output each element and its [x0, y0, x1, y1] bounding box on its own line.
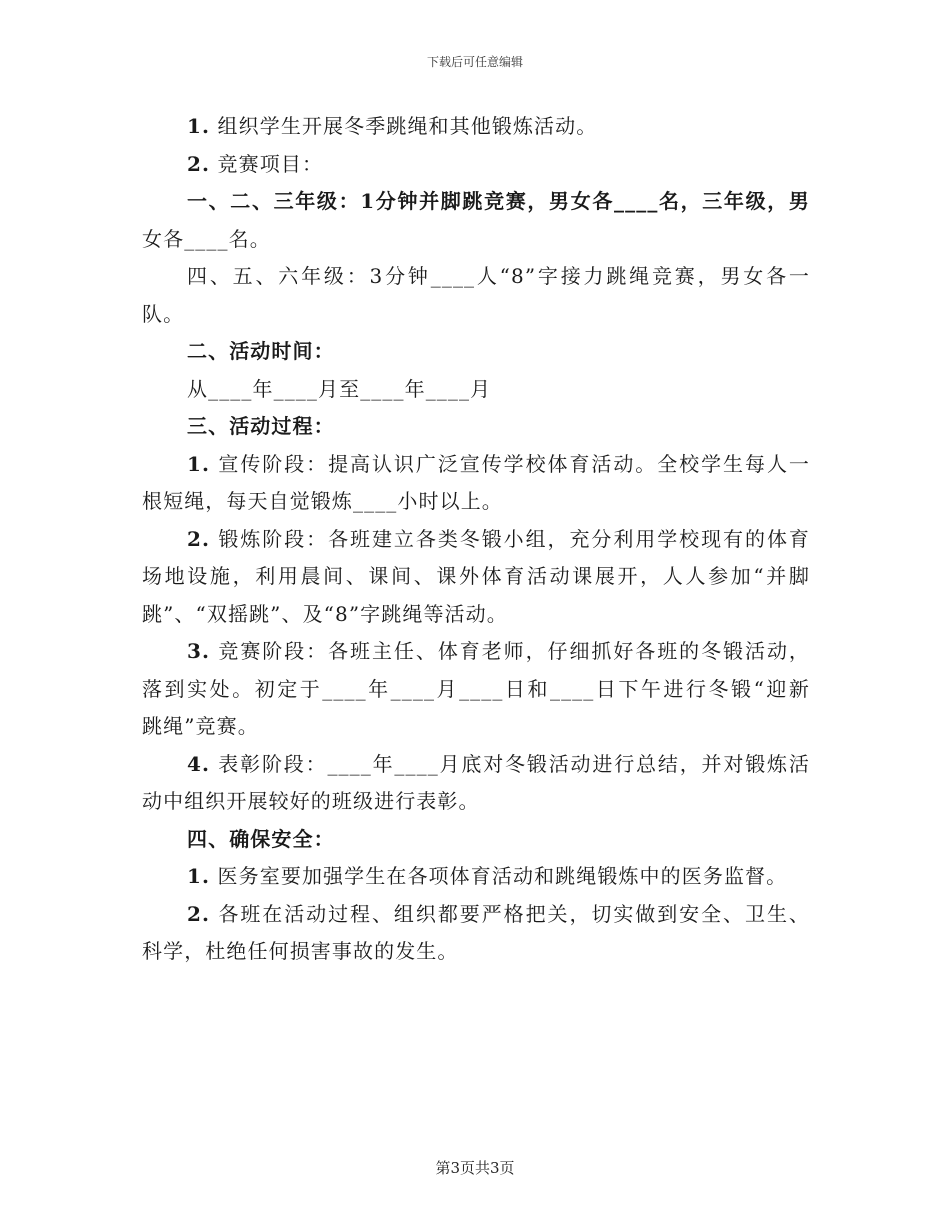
paragraph-text: 场地设施，利用晨间、课间、课外体育活动课展开，人人参加“并脚 [142, 564, 810, 588]
document-body [142, 108, 810, 971]
page-header: 下载后可任意编辑 [426, 55, 523, 69]
heading-text: 二、活动时间： [187, 339, 335, 363]
item-number: 2. [187, 526, 211, 551]
paragraph-text: 落到实处。初定于____年____月____日和____日下午进行冬锻“迎新 [142, 676, 810, 701]
paragraph-text: 队。 [142, 301, 185, 326]
item-number: 1. [187, 864, 211, 888]
paragraph-line [142, 221, 810, 259]
paragraph-line [142, 483, 810, 521]
item-number: 1. [187, 451, 211, 476]
paragraph-line [142, 933, 810, 971]
list-item [142, 146, 810, 184]
paragraph-line [142, 596, 810, 634]
item-text: 表彰阶段：____年____月底对冬锻活动进行总结，并对锻炼活 [210, 751, 810, 776]
paragraph-line [142, 558, 810, 596]
list-item [142, 896, 810, 934]
paragraph-text: 一、二、三年级：1分钟并脚跳竞赛，男女各____名，三年级，男 [187, 189, 810, 213]
paragraph-line [142, 258, 810, 296]
item-number: 1. [187, 114, 211, 138]
item-number: 2. [187, 901, 211, 926]
paragraph-line [142, 371, 810, 409]
section-heading [142, 333, 810, 371]
list-item [142, 521, 810, 559]
item-number: 3. [187, 639, 211, 663]
item-text: 竞赛项目： [210, 151, 324, 176]
item-text: 竞赛阶段：各班主任、体育老师，仔细抓好各班的冬锻活动， [210, 639, 810, 663]
paragraph-line [142, 708, 810, 746]
paragraph-line [142, 783, 810, 821]
list-item [142, 108, 810, 146]
paragraph-line [142, 183, 810, 221]
item-number: 4. [187, 751, 211, 776]
item-text: 各班在活动过程、组织都要严格把关，切实做到安全、卫生、 [210, 901, 810, 926]
item-number: 2. [187, 151, 211, 176]
list-item [142, 858, 810, 896]
list-item [142, 746, 810, 784]
paragraph-text: 四、五、六年级：3分钟____人“8”字接力跳绳竞赛，男女各一 [187, 264, 810, 288]
heading-text: 三、活动过程： [187, 414, 335, 438]
paragraph-text: 女各____名。 [142, 226, 271, 251]
paragraph-text: 科学，杜绝任何损害事故的发生。 [142, 939, 459, 963]
page-footer: 第3页共3页 [435, 1159, 515, 1177]
paragraph-line [142, 296, 810, 334]
item-text: 宣传阶段：提高认识广泛宣传学校体育活动。全校学生每人一 [210, 451, 810, 476]
paragraph-text: 从____年____月至____年____月 [187, 376, 492, 401]
heading-text: 四、确保安全： [187, 826, 335, 851]
item-text: 组织学生开展冬季跳绳和其他锻炼活动。 [210, 114, 598, 138]
paragraph-text: 根短绳，每天自觉锻炼____小时以上。 [142, 489, 503, 513]
paragraph-text: 跳绳”竞赛。 [142, 714, 259, 738]
section-heading [142, 408, 810, 446]
list-item [142, 633, 810, 671]
paragraph-line [142, 671, 810, 709]
item-text: 锻炼阶段：各班建立各类冬锻小组，充分利用学校现有的体育 [210, 526, 810, 551]
item-text: 医务室要加强学生在各项体育活动和跳绳锻炼中的医务监督。 [210, 864, 788, 888]
paragraph-text: 动中组织开展较好的班级进行表彰。 [142, 789, 480, 813]
section-heading [142, 821, 810, 859]
list-item [142, 446, 810, 484]
paragraph-text: 跳”、“双摇跳”、及“8”字跳绳等活动。 [142, 601, 508, 626]
